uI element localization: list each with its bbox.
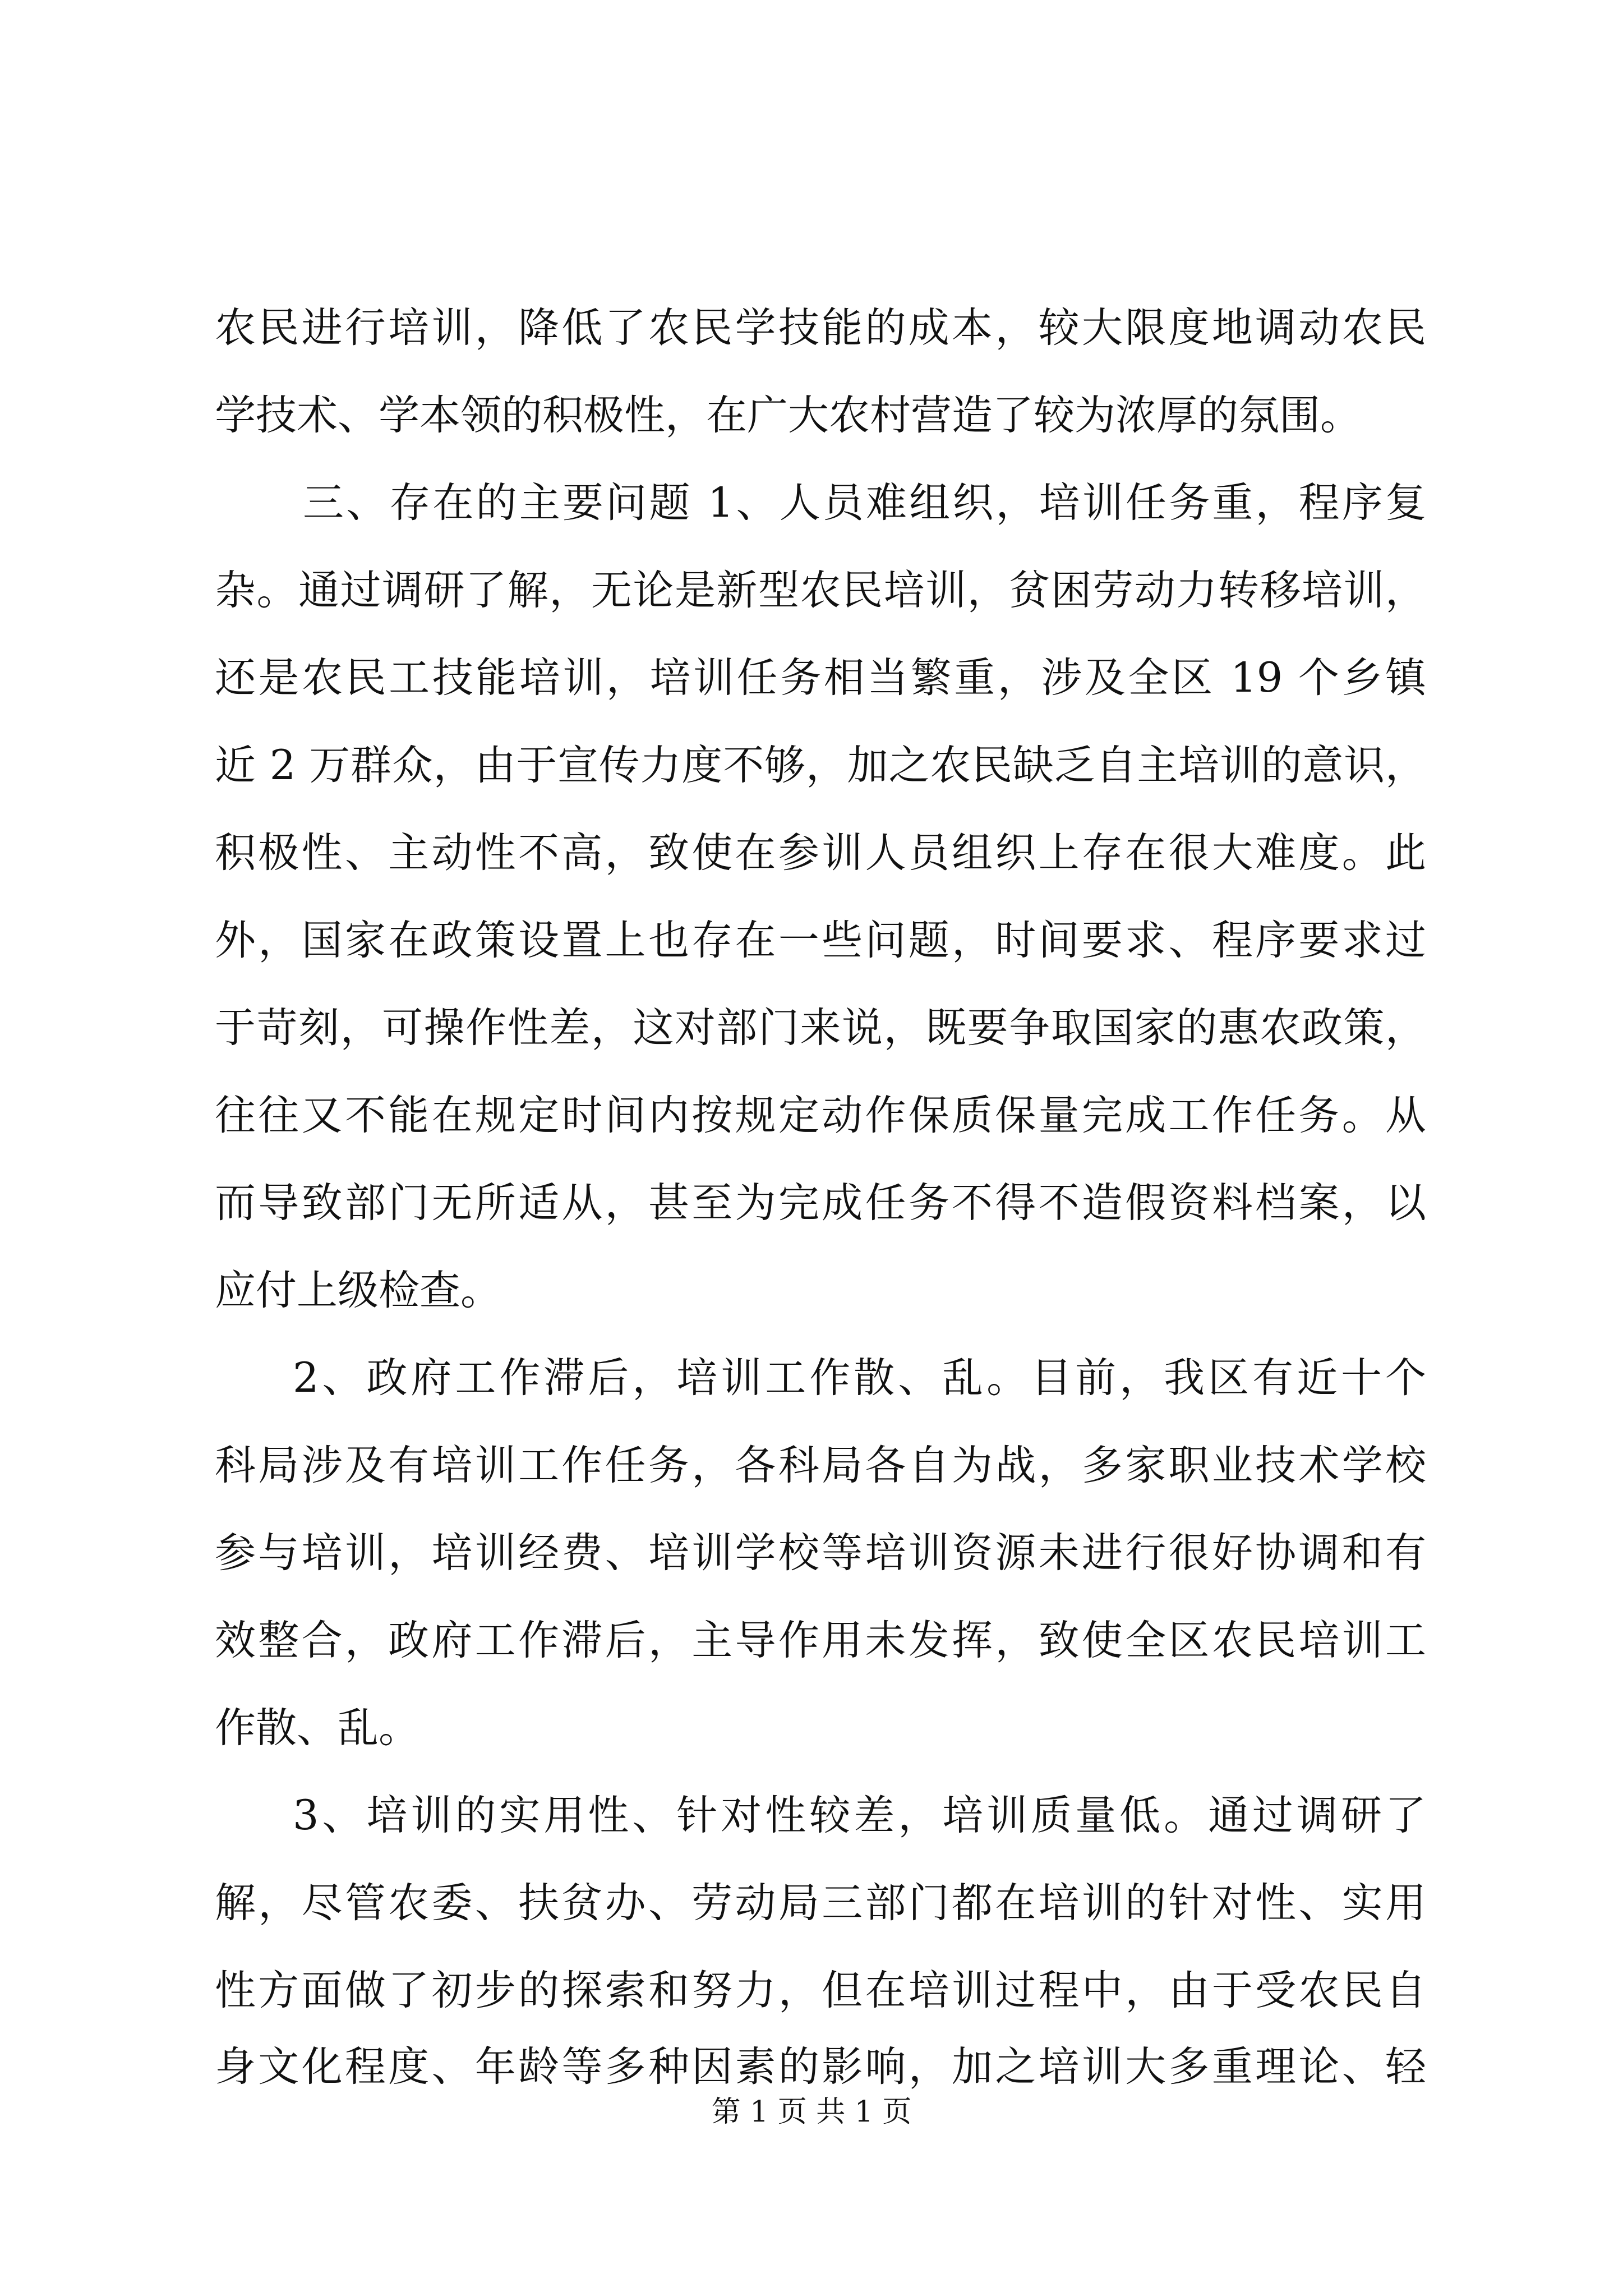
- paragraph-first-line: 3、培训的实用性、针对性较差，培训质量低。通过调研了: [293, 1792, 1426, 1839]
- text-line: 于苛刻，可操作性差，这对部门来说，既要争取国家的惠农政策，: [215, 1004, 1426, 1052]
- text-line: 参与培训，培训经费、培训学校等培训资源未进行很好协调和有: [215, 1529, 1426, 1577]
- text-line: 往往又不能在规定时间内按规定动作保质保量完成工作任务。从: [215, 1092, 1426, 1139]
- text-line: 作散、乱。: [215, 1704, 419, 1752]
- text-line: 而导致部门无所适从，甚至为完成任务不得不造假资料档案，以: [215, 1179, 1426, 1227]
- text-line: 近 2 万群众，由于宣传力度不够，加之农民缺乏自主培训的意识，: [215, 742, 1426, 789]
- text-line: 效整合，政府工作滞后，主导作用未发挥，致使全区农民培训工: [215, 1617, 1426, 1664]
- paragraph-first-line: 2、政府工作滞后，培训工作散、乱。目前，我区有近十个: [293, 1354, 1426, 1402]
- text-line: 农民进行培训，降低了农民学技能的成本，较大限度地调动农民: [215, 304, 1426, 352]
- text-line: 解，尽管农委、扶贫办、劳动局三部门都在培训的针对性、实用: [215, 1879, 1426, 1927]
- text-line: 外，国家在政策设置上也存在一些问题，时间要求、程序要求过: [215, 917, 1426, 964]
- text-line: 身文化程度、年龄等多种因素的影响，加之培训大多重理论、轻: [215, 2043, 1426, 2091]
- page-footer: 第 1 页 共 1 页: [711, 2095, 912, 2129]
- section-heading-line: 三、存在的主要问题 1、人员难组织，培训任务重，程序复: [303, 479, 1426, 527]
- text-line: 应付上级检查。: [215, 1267, 501, 1314]
- text-line: 还是农民工技能培训，培训任务相当繁重，涉及全区 19 个乡镇: [215, 654, 1426, 702]
- text-line: 杂。通过调研了解，无论是新型农民培训，贫困劳动力转移培训，: [215, 567, 1426, 614]
- text-line: 学技术、学本领的积极性，在广大农村营造了较为浓厚的氛围。: [215, 392, 1361, 439]
- text-line: 性方面做了初步的探索和努力，但在培训过程中，由于受农民自: [215, 1967, 1426, 2014]
- text-line: 科局涉及有培训工作任务，各科局各自为战，多家职业技术学校: [215, 1442, 1426, 1489]
- text-line: 积极性、主动性不高，致使在参训人员组织上存在很大难度。此: [215, 829, 1426, 877]
